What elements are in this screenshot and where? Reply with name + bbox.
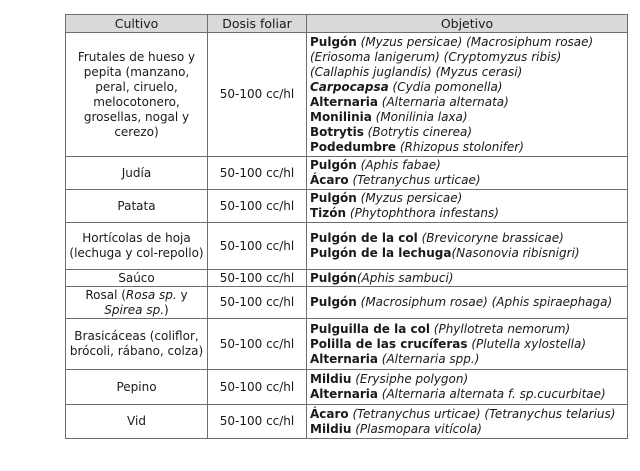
crop-name: Rosal ( (85, 287, 126, 302)
target-cell (307, 157, 628, 190)
crop-cell (66, 157, 208, 190)
target-line (310, 322, 624, 337)
target-line (310, 372, 624, 387)
target-line (310, 95, 624, 110)
target-cell (307, 405, 628, 439)
table-row (66, 370, 628, 405)
pest-name: Carpocapsa (310, 79, 389, 94)
scientific-name: (Plutella xylostella) (467, 336, 587, 351)
target-cell (307, 190, 628, 223)
crop-cell (66, 405, 208, 439)
dose-cell: 50-100 cc/hl (208, 33, 307, 157)
target-line (310, 352, 624, 367)
crop-name: Patata (117, 198, 156, 213)
crop-name: ) (164, 302, 169, 317)
target-line (310, 337, 624, 352)
header-crop: Cultivo (66, 15, 208, 33)
pest-name: Polilla de las crucíferas (310, 336, 468, 351)
scientific-name: (Botrytis cinerea) (363, 124, 473, 139)
table-row (66, 157, 628, 190)
target-line (310, 407, 624, 422)
crop-name: Rosa sp. (125, 287, 177, 302)
target-cell (307, 319, 628, 370)
target-line (310, 422, 624, 437)
header-target: Objetivo (307, 15, 628, 33)
pest-name: Botrytis (310, 124, 364, 139)
table-row (66, 405, 628, 439)
crop-cell (66, 287, 208, 319)
pest-name: Alternaria (310, 94, 378, 109)
crop-name: Saúco (118, 270, 155, 285)
pest-name: Monilinia (310, 109, 372, 124)
target-line (310, 110, 624, 125)
dose-cell: 50-100 cc/hl (208, 405, 307, 439)
scientific-name: (Alternaria alternata) (377, 94, 509, 109)
dose-cell: 50-100 cc/hl (208, 370, 307, 405)
pest-name: Tizón (310, 206, 347, 220)
scientific-name: (Aphis sambuci) (356, 270, 454, 285)
table-row (66, 319, 628, 370)
pest-name: Alternaria (310, 351, 378, 366)
crop-name: Pepino (116, 379, 157, 394)
scientific-name: (Aphis fabae) (356, 158, 441, 172)
crop-cell (66, 370, 208, 405)
table-row (66, 190, 628, 223)
pest-name: Pulgón (310, 158, 357, 172)
header-row (66, 15, 628, 33)
scientific-name: (Phyllotreta nemorum) (429, 321, 571, 336)
target-cell (307, 33, 628, 157)
dosage-table (65, 14, 628, 439)
dose-cell: 50-100 cc/hl (208, 287, 307, 319)
target-line (310, 140, 624, 155)
target-line (310, 125, 624, 140)
scientific-name: (Myzus persicae) (Macrosiphum rosae) (Eriosoma lanigerum) (Cryptomyzus ribis) (Callaphis juglandis) (Myzus cerasi) (310, 34, 594, 79)
dose-cell: 50-100 cc/hl (208, 319, 307, 370)
pest-name: Pulgón de la lechuga (310, 246, 452, 260)
target-line (310, 271, 624, 286)
pest-name: Mildiu (310, 372, 352, 386)
scientific-name: (Cydia pomonella) (388, 79, 503, 94)
scientific-name: (Phytophthora infestans) (346, 206, 499, 220)
scientific-name: (Plasmopara vitícola) (351, 421, 482, 436)
target-line (310, 295, 624, 310)
scientific-name: (Monilinia laxa) (371, 109, 468, 124)
pest-name: Alternaria (310, 387, 378, 401)
dose-cell: 50-100 cc/hl (208, 223, 307, 270)
crop-cell (66, 223, 208, 270)
dose-cell: 50-100 cc/hl (208, 190, 307, 223)
crop-name: Spirea sp. (104, 302, 165, 317)
pest-name: Pulgón (310, 191, 357, 205)
target-line (310, 387, 624, 402)
pest-name: Pulgón (310, 295, 357, 309)
crop-name: Hortícolas de hoja (lechuga y col-repollo) (69, 231, 204, 260)
table-row (66, 33, 628, 157)
crop-name: Brasicáceas (coliflor, brócoli, rábano, colza) (69, 329, 204, 358)
scientific-name: (Tetranychus urticae) (348, 173, 481, 187)
pest-name: Pulgón (310, 270, 357, 285)
pest-name: Ácaro (310, 173, 349, 187)
pest-name: Pulgón (310, 34, 357, 49)
scientific-name: (Nasonovia ribisnigri) (451, 246, 580, 260)
target-line (310, 246, 624, 261)
table-row (66, 287, 628, 319)
crop-cell (66, 319, 208, 370)
target-line (310, 231, 624, 246)
table-header (66, 15, 628, 33)
scientific-name: (Rhizopus stolonifer) (396, 139, 524, 154)
target-line (310, 206, 624, 221)
crop-cell (66, 270, 208, 287)
scientific-name: (Myzus persicae) (356, 191, 463, 205)
table-row (66, 270, 628, 287)
crop-name: Judía (121, 165, 152, 180)
scientific-name: (Erysiphe polygon) (351, 372, 469, 386)
header-dose: Dosis foliar (208, 15, 307, 33)
dose-cell: 50-100 cc/hl (208, 270, 307, 287)
target-line (310, 158, 624, 173)
target-cell (307, 270, 628, 287)
target-cell (307, 287, 628, 319)
target-line (310, 191, 624, 206)
table-row (66, 223, 628, 270)
scientific-name: (Alternaria spp.) (377, 351, 480, 366)
pest-name: Pulgón de la col (310, 231, 418, 245)
crop-name: Vid (127, 414, 146, 428)
scientific-name: (Macrosiphum rosae) (Aphis spiraephaga) (356, 295, 613, 309)
dose-cell: 50-100 cc/hl (208, 157, 307, 190)
scientific-name: (Alternaria alternata f. sp.cucurbitae) (377, 387, 606, 401)
target-line (310, 173, 624, 188)
target-line (310, 80, 624, 95)
crop-cell (66, 190, 208, 223)
scientific-name: (Tetranychus urticae) (Tetranychus telarius) (348, 406, 616, 421)
pest-name: Mildiu (310, 421, 352, 436)
pest-name: Podedumbre (310, 139, 397, 154)
target-line (310, 35, 624, 80)
crop-name: Frutales de hueso y pepita (manzano, peral, ciruelo, melocotonero, grosellas, nogal y cerezo) (77, 49, 196, 139)
target-cell (307, 370, 628, 405)
pest-name: Ácaro (310, 406, 349, 421)
target-cell (307, 223, 628, 270)
pest-name: Pulguilla de la col (310, 321, 430, 336)
crop-name: y (176, 287, 188, 302)
table-body (66, 33, 628, 439)
crop-cell (66, 33, 208, 157)
scientific-name: (Brevicoryne brassicae) (417, 231, 564, 245)
